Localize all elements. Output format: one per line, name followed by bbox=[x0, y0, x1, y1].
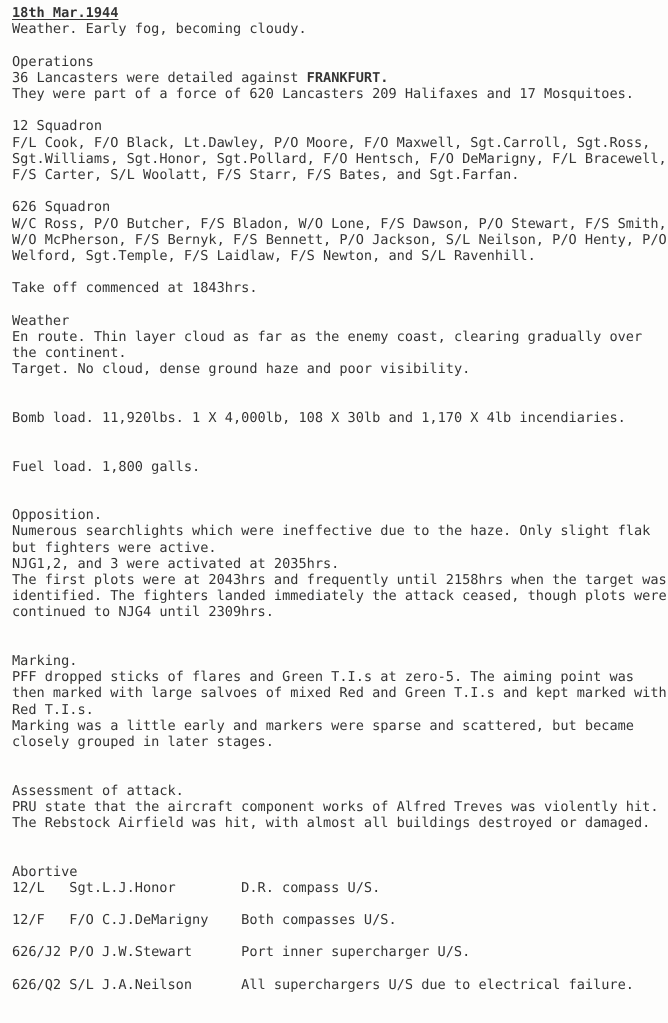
document-line bbox=[12, 588, 667, 605]
blank-line bbox=[12, 183, 662, 199]
text-segment: W/C Ross, P/O Butcher, F/S Bladon, W/O Lone, F/S Dawson, P/O Stewart, F/S Smith, bbox=[12, 215, 667, 232]
document-line bbox=[12, 70, 662, 86]
document-body bbox=[12, 5, 667, 993]
blank-line bbox=[12, 896, 662, 912]
text-segment: the continent. bbox=[12, 345, 127, 362]
blank-line bbox=[12, 750, 662, 766]
text-segment: Welford, Sgt.Temple, F/S Laidlaw, F/S Newton, and S/L Ravenhill. bbox=[12, 248, 536, 264]
blank-line bbox=[12, 102, 662, 118]
document-line bbox=[12, 815, 662, 831]
text-segment: PRU state that the aircraft component works of Alfred Treves was violently hit. bbox=[12, 798, 659, 815]
blank-line bbox=[12, 928, 662, 944]
text-segment: Target. No cloud, dense ground haze and poor visibility. bbox=[12, 361, 471, 378]
emphasized-text: FRANKFURT. bbox=[306, 69, 389, 86]
document-line bbox=[12, 54, 662, 70]
text-segment: Operations bbox=[12, 53, 94, 70]
blank-line bbox=[12, 961, 662, 977]
document-line bbox=[12, 329, 662, 345]
text-segment: En route. Thin layer cloud as far as the enemy coast, clearing gradually over bbox=[12, 328, 643, 345]
text-segment: continued to NJG4 until 2309hrs. bbox=[12, 604, 274, 621]
text-segment: closely grouped in later stages. bbox=[12, 733, 274, 750]
text-segment: identified. The fighters landed immediately the attack ceased, though plots were bbox=[12, 588, 667, 605]
blank-line bbox=[12, 297, 662, 313]
document-line bbox=[12, 86, 662, 102]
document-line bbox=[12, 167, 662, 183]
blank-line bbox=[12, 37, 662, 53]
text-segment: The first plots were at 2043hrs and frequently until 2158hrs when the target was bbox=[12, 571, 667, 588]
text-segment: but fighters were active. bbox=[12, 539, 217, 556]
document-line bbox=[12, 135, 662, 151]
blank-line bbox=[12, 766, 662, 782]
document-line bbox=[12, 410, 662, 426]
abort-reason: Port inner supercharger U/S. bbox=[241, 944, 471, 961]
document-line bbox=[12, 669, 662, 685]
blank-line bbox=[12, 442, 662, 458]
document-line bbox=[12, 215, 667, 232]
abort-reason: All superchargers U/S due to electrical failure. bbox=[241, 976, 634, 993]
blank-line bbox=[12, 491, 662, 507]
text-segment: Weather. Early fog, becoming cloudy. bbox=[12, 21, 307, 38]
text-segment: F/S Carter, S/L Woolatt, F/S Starr, F/S Bates, and Sgt.Farfan. bbox=[12, 167, 520, 183]
document-line bbox=[12, 507, 662, 523]
document-line bbox=[12, 150, 667, 167]
document-line bbox=[12, 459, 662, 475]
document-line bbox=[12, 523, 662, 539]
document-line bbox=[12, 571, 667, 588]
aircraft-code: 626/J2 bbox=[12, 944, 62, 961]
text-segment: NJG1,2, and 3 were activated at 2035hrs. bbox=[12, 555, 340, 572]
text-segment: The Rebstock Airfield was hit, with almost all buildings destroyed or damaged. bbox=[12, 814, 651, 831]
text-segment: 12 Squadron bbox=[12, 118, 103, 135]
document-line bbox=[12, 248, 662, 264]
text-segment: Fuel load. 1,800 galls. bbox=[12, 458, 201, 475]
aircraft-code: 12/L bbox=[12, 879, 45, 896]
text-segment: 36 Lancasters were detailed against bbox=[12, 69, 307, 86]
captain-name: Sgt.L.J.Honor bbox=[69, 879, 176, 896]
text-segment: Sgt.Williams, Sgt.Honor, Sgt.Pollard, F/O Hentsch, F/O DeMarigny, F/L Bracewell, bbox=[12, 150, 667, 167]
blank-line bbox=[12, 394, 662, 410]
text-segment: Abortive bbox=[12, 863, 78, 880]
text-segment: Take off commenced at 1843hrs. bbox=[12, 280, 258, 297]
text-segment: Weather bbox=[12, 312, 70, 329]
document-line bbox=[12, 718, 662, 734]
text-segment: Bomb load. 11,920lbs. 1 X 4,000lb, 108 X 30lb and 1,170 X 4lb incendiaries. bbox=[12, 409, 626, 426]
text-segment: Marking was a little early and markers were sparse and scattered, but became bbox=[12, 717, 634, 734]
document-line bbox=[12, 799, 662, 815]
document-line bbox=[12, 685, 667, 702]
text-segment: Marking. bbox=[12, 652, 78, 669]
document-line bbox=[12, 653, 662, 669]
document-line bbox=[12, 21, 662, 37]
abortive-row bbox=[12, 912, 662, 928]
captain-name: S/L J.A.Neilson bbox=[69, 976, 193, 993]
document-line bbox=[12, 864, 662, 880]
abort-reason: Both compasses U/S. bbox=[241, 912, 397, 929]
text-segment: Assessment of attack. bbox=[12, 782, 184, 799]
document-line bbox=[12, 361, 662, 377]
text-segment: F/L Cook, F/O Black, Lt.Dawley, P/O Moore, F/O Maxwell, Sgt.Carroll, Sgt.Ross, bbox=[12, 134, 651, 151]
abortive-row bbox=[12, 944, 662, 960]
document-line bbox=[12, 5, 662, 21]
blank-line bbox=[12, 621, 662, 637]
aircraft-code: 12/F bbox=[12, 912, 45, 929]
text-segment: PFF dropped sticks of flares and Green T.I.s at zero-5. The aiming point was bbox=[12, 669, 634, 686]
blank-line bbox=[12, 475, 662, 491]
captain-name: F/O C.J.DeMarigny bbox=[69, 912, 209, 929]
blank-line bbox=[12, 426, 662, 442]
captain-name: P/O J.W.Stewart bbox=[69, 944, 193, 961]
text-segment: W/O McPherson, F/S Bernyk, F/S Bennett, P/O Jackson, S/L Neilson, P/O Henty, P/O bbox=[12, 231, 667, 248]
blank-line bbox=[12, 264, 662, 280]
date-heading: 18th Mar.1944 bbox=[12, 5, 119, 21]
aircraft-code: 626/Q2 bbox=[12, 976, 62, 993]
blank-line bbox=[12, 637, 662, 653]
document-line bbox=[12, 783, 662, 799]
document-line bbox=[12, 734, 662, 750]
abort-reason: D.R. compass U/S. bbox=[241, 879, 381, 896]
text-segment: Opposition. bbox=[12, 507, 103, 524]
document-line bbox=[12, 702, 662, 718]
document-line bbox=[12, 199, 662, 215]
document-line bbox=[12, 540, 662, 556]
document-line bbox=[12, 345, 662, 361]
abortive-row bbox=[12, 977, 662, 993]
blank-line bbox=[12, 847, 662, 863]
text-segment: They were part of a force of 620 Lancasters 209 Halifaxes and 17 Mosquitoes. bbox=[12, 86, 634, 102]
document-line bbox=[12, 280, 662, 296]
text-segment: Red T.I.s. bbox=[12, 701, 94, 718]
abortive-row bbox=[12, 880, 662, 896]
document-line bbox=[12, 313, 662, 329]
blank-line bbox=[12, 378, 662, 394]
blank-line bbox=[12, 831, 662, 847]
document-line bbox=[12, 118, 662, 134]
document-line bbox=[12, 556, 662, 572]
text-segment: 626 Squadron bbox=[12, 199, 111, 216]
text-segment: then marked with large salvoes of mixed Red and Green T.I.s and kept marked with bbox=[12, 685, 667, 702]
document-line bbox=[12, 604, 662, 620]
document-line bbox=[12, 231, 667, 248]
text-segment: Numerous searchlights which were ineffective due to the haze. Only slight flak bbox=[12, 523, 651, 540]
